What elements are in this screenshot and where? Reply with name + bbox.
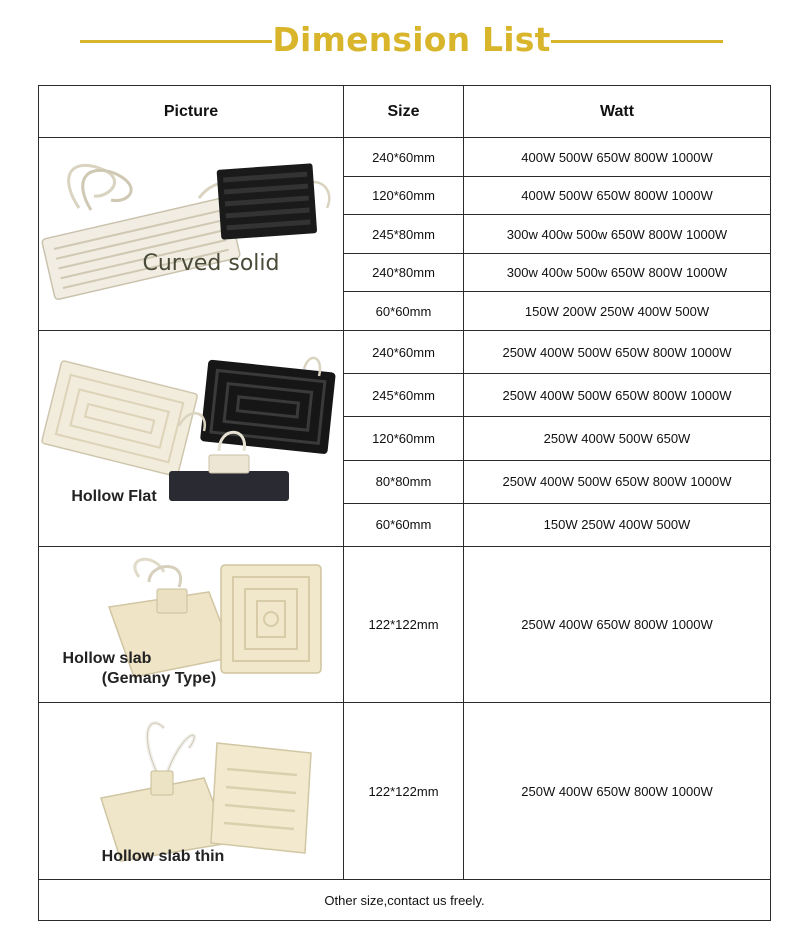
size-cell: 245*60mm (344, 374, 464, 417)
watt-cell: 300w 400w 500w 650W 800W 1000W (464, 215, 771, 254)
size-cell: 240*80mm (344, 254, 464, 292)
watt-cell: 250W 400W 650W 800W 1000W (464, 547, 771, 703)
picture-hollow-flat (39, 331, 344, 547)
size-cell: 122*122mm (344, 703, 464, 880)
size-cell: 240*60mm (344, 138, 464, 177)
hollow-slab-thin-label: Hollow slab thin (101, 848, 225, 865)
curved-solid-label: Curved solid (142, 251, 280, 276)
dimension-table (38, 85, 771, 921)
watt-cell: 250W 400W 500W 650W 800W 1000W (464, 374, 771, 417)
curved-solid-heater-image (39, 138, 343, 330)
table-row (39, 703, 771, 880)
footer-note: Other size,contact us freely. (39, 880, 771, 921)
picture-hollow-slab (39, 547, 344, 703)
picture-hollow-slab-thin (39, 703, 344, 880)
page-title: Dimension List (272, 20, 551, 59)
header-picture: Picture (39, 86, 344, 138)
watt-cell: 250W 400W 650W 800W 1000W (464, 703, 771, 880)
size-cell: 60*60mm (344, 292, 464, 331)
size-cell: 245*80mm (344, 215, 464, 254)
hollow-slab-heater-image (39, 547, 343, 702)
header-watt: Watt (464, 86, 771, 138)
hollow-flat-heater-image (39, 331, 343, 546)
table-row (39, 331, 771, 374)
hollow-flat-label: Hollow Flat (71, 488, 157, 505)
hollow-slab-sublabel: (Gemany Type) (101, 670, 217, 687)
watt-cell: 400W 500W 650W 800W 1000W (464, 138, 771, 177)
table-footer-row (39, 880, 771, 921)
watt-cell: 150W 250W 400W 500W (464, 503, 771, 546)
title-rule-left (80, 40, 272, 43)
watt-cell: 250W 400W 500W 650W (464, 417, 771, 460)
hollow-slab-thin-heater-image (39, 703, 343, 879)
watt-cell: 250W 400W 500W 650W 800W 1000W (464, 460, 771, 503)
watt-cell: 150W 200W 250W 400W 500W (464, 292, 771, 331)
size-cell: 240*60mm (344, 331, 464, 374)
size-cell: 122*122mm (344, 547, 464, 703)
header-size: Size (344, 86, 464, 138)
title-rule-right (551, 40, 723, 43)
page-header (0, 14, 800, 66)
size-cell: 120*60mm (344, 417, 464, 460)
picture-curved-solid (39, 138, 344, 331)
watt-cell: 400W 500W 650W 800W 1000W (464, 177, 771, 215)
watt-cell: 300w 400w 500w 650W 800W 1000W (464, 254, 771, 292)
table-header-row (39, 86, 771, 138)
watt-cell: 250W 400W 500W 650W 800W 1000W (464, 331, 771, 374)
table-row (39, 547, 771, 703)
size-cell: 120*60mm (344, 177, 464, 215)
size-cell: 80*80mm (344, 460, 464, 503)
table-row (39, 138, 771, 177)
hollow-slab-label: Hollow slab (62, 650, 152, 667)
size-cell: 60*60mm (344, 503, 464, 546)
